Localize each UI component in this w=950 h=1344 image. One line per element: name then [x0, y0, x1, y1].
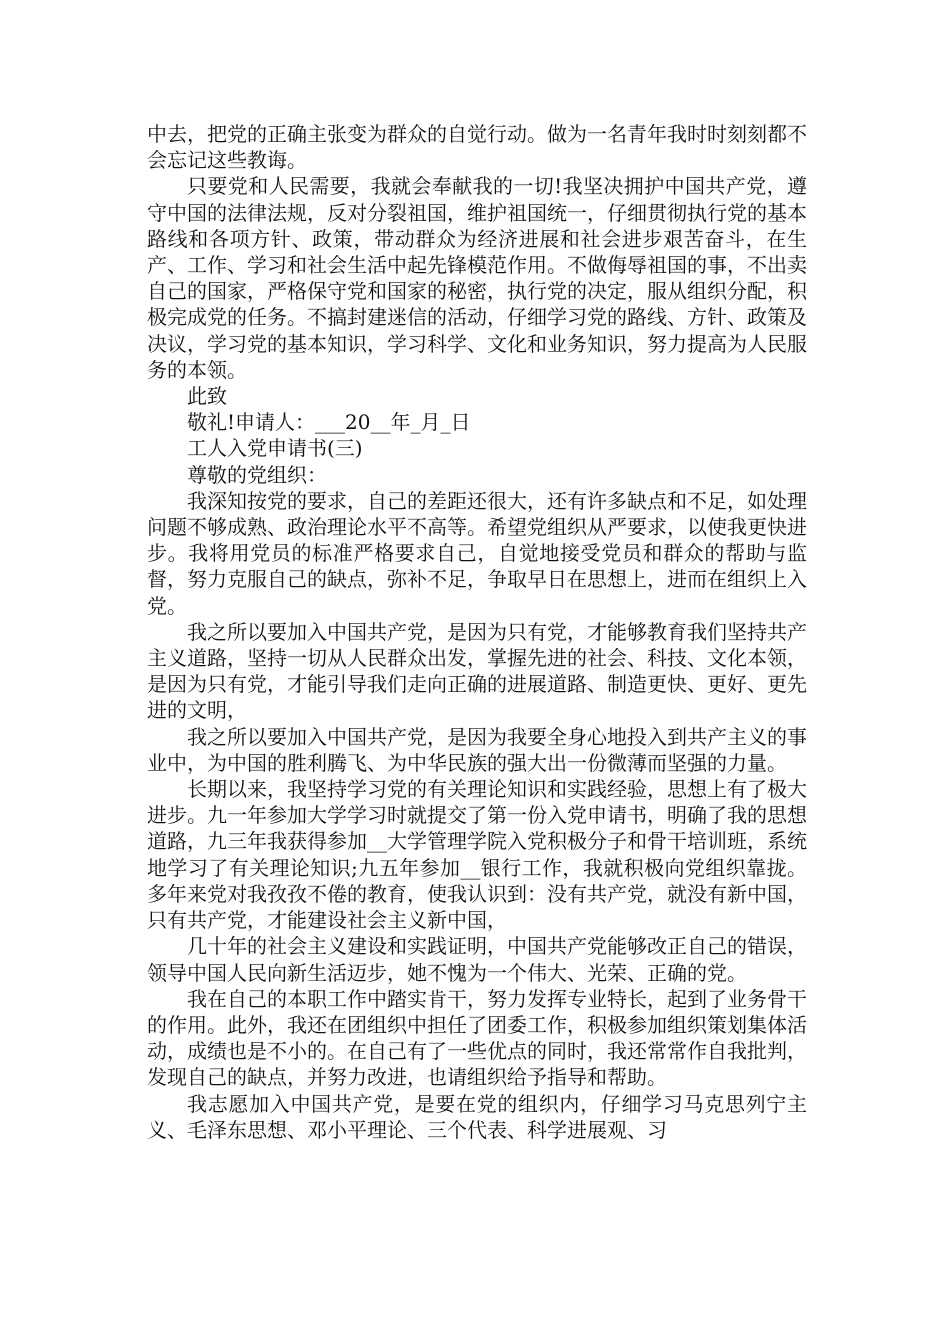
paragraph-aspiration: 我志愿加入中国共产党，是要在党的组织内，仔细学习马克思列宁主义、毛泽东思想、邓小平理论、三个代表、科学进展观、习 [147, 1091, 807, 1142]
signature-line: 敬礼!申请人：___20__年_月_日 [187, 410, 471, 435]
paragraph-reason-one: 我之所以要加入中国共产党，是因为只有党，才能够教育我们坚持共产主义道路，坚持一切从人民群众出发，掌握先进的社会、科技、文化本领，是因为只有党，才能引导我们走向正确的进展道路、制造更快、更好、更先进的文明， [147, 619, 807, 723]
paragraph-work: 我在自己的本职工作中踏实肯干，努力发挥专业特长，起到了业务骨干的作用。此外，我还在团组织中担任了团委工作，积极参加组织策划集体活动，成绩也是不小的。在自己有了一些优点的同时，我还常常作自我批判，发现自己的缺点，并努力改进，也请组织给予指导和帮助。 [147, 986, 807, 1090]
paragraph-reason-two: 我之所以要加入中国共产党，是因为我要全身心地投入到共产主义的事业中，为中国的胜利腾飞、为中华民族的强大出一份微薄而坚强的力量。 [147, 724, 807, 775]
paragraph-practice: 几十年的社会主义建设和实践证明，中国共产党能够改正自己的错误，领导中国人民向新生活迈步，她不愧为一个伟大、光荣、正确的党。 [147, 934, 807, 985]
paragraph-pledge: 只要党和人民需要，我就会奉献我的一切!我坚决拥护中国共产党，遵守中国的法律法规，反对分裂祖国，维护祖国统一，仔细贯彻执行党的基本路线和各项方针、政策，带动群众为经济进展和社会进步艰苦奋斗，在生产、工作、学习和社会生活中起先锋模范作用。不做侮辱祖国的事，不出卖自己的国家，严格保守党和国家的秘密，执行党的决定，服从组织分配，积极完成党的任务。不搞封建迷信的活动，仔细学习党的路线、方针、政策及决议，学习党的基本知识，学习科学、文化和业务知识，努力提高为人民服务的本领。 [147, 174, 807, 382]
paragraph-continuation: 中去，把党的正确主张变为群众的自觉行动。做为一名青年我时时刻刻都不会忘记这些教诲。 [147, 122, 807, 173]
section-title: 工人入党申请书(三) [187, 436, 363, 461]
document-page [147, 121, 807, 1143]
greeting: 尊敬的党组织： [187, 462, 327, 487]
paragraph-self-assessment: 我深知按党的要求，自己的差距还很大，还有许多缺点和不足，如处理问题不够成熟、政治理论水平不高等。希望党组织从严要求，以使我更快进步。我将用党员的标准严格要求自己，自觉地接受党员和群众的帮助与监督，努力克服自己的缺点，弥补不足，争取早日在思想上，进而在组织上入党。 [147, 488, 807, 618]
paragraph-history: 长期以来，我坚持学习党的有关理论知识和实践经验，思想上有了极大进步。九一年参加大学学习时就提交了第一份入党申请书，明确了我的思想道路，九三年我获得参加__大学管理学院入党积极分子和骨干培训班，系统地学习了有关理论知识;九五年参加__银行工作，我就积极向党组织靠拢。多年来党对我孜孜不倦的教育，使我认识到：没有共产党，就没有新中国，只有共产党，才能建设社会主义新中国， [147, 777, 807, 933]
closing-salutation: 此致 [187, 384, 227, 409]
